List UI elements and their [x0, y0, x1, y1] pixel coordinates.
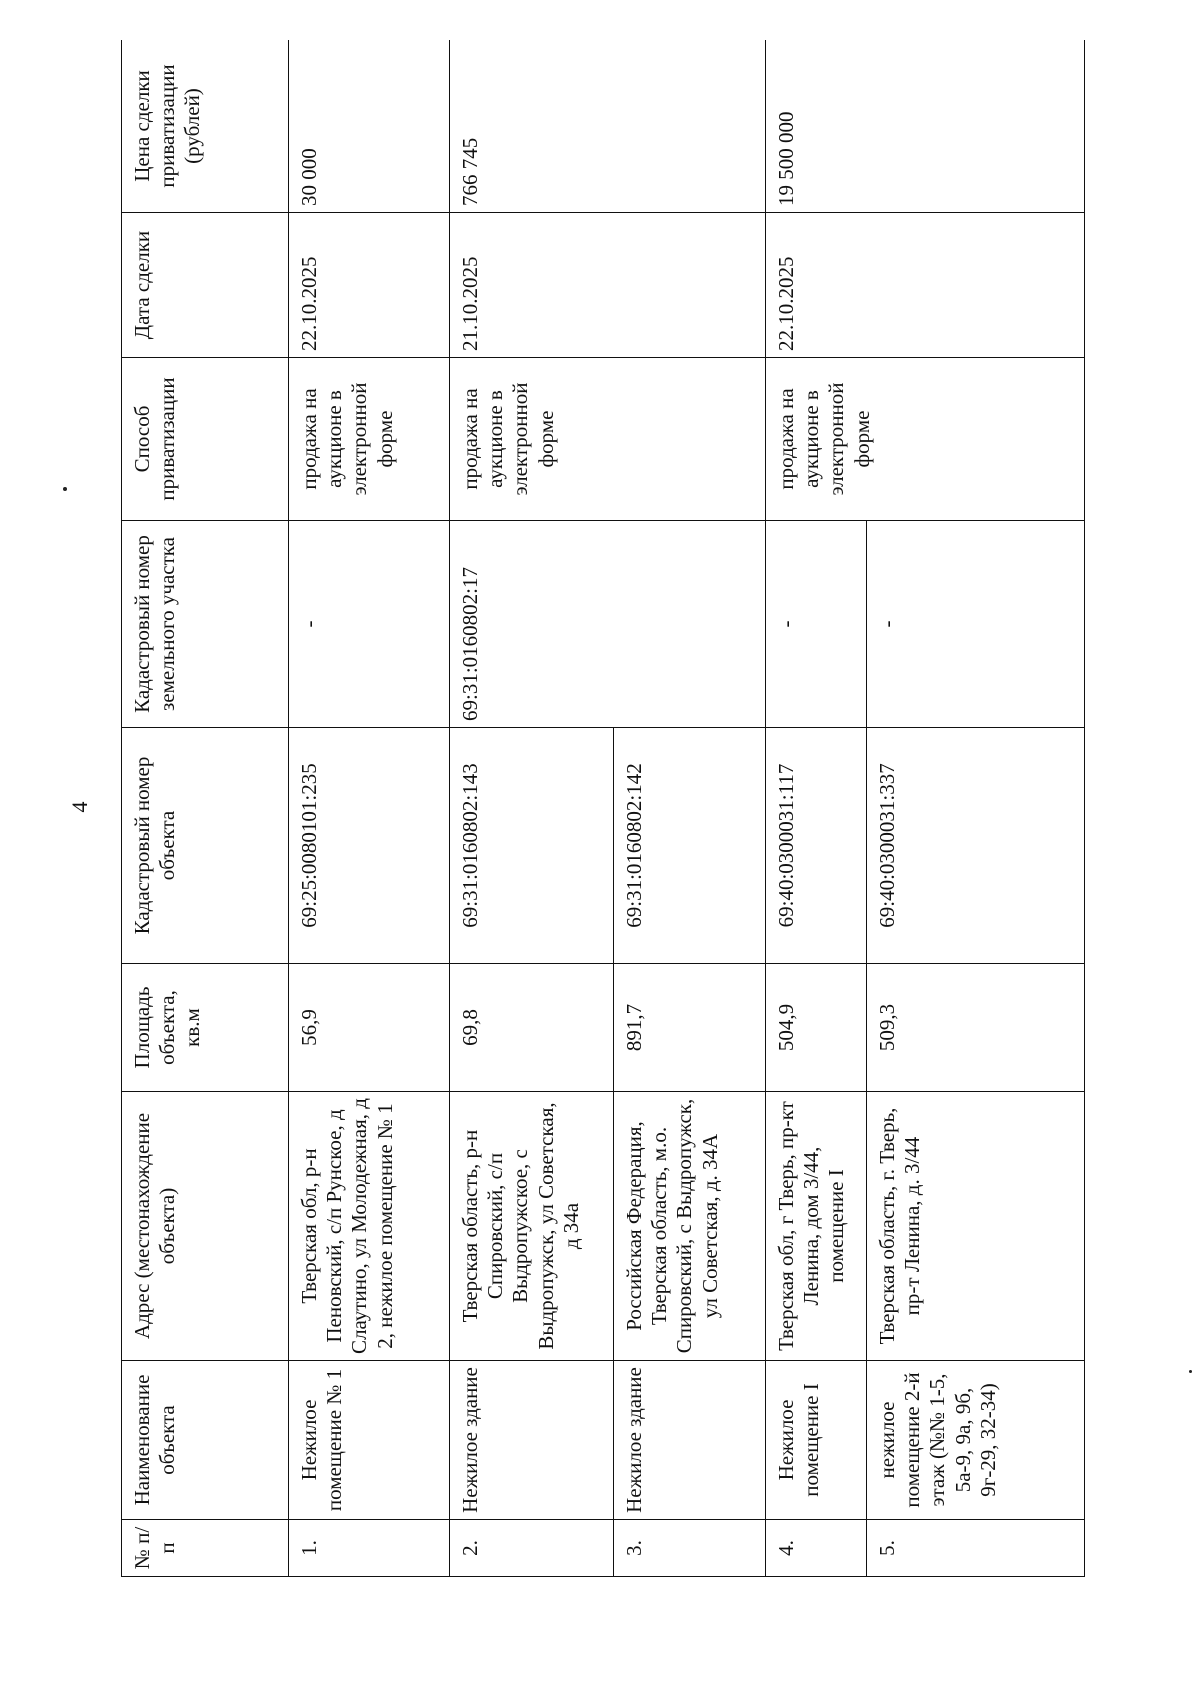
cell-cad-obj: 69:40:0300031:337	[867, 728, 1085, 964]
table-container	[121, 40, 1085, 1577]
header-area: Площадь объекта, кв.м	[122, 964, 289, 1092]
cell-num: 3.	[614, 1520, 766, 1577]
cell-date: 22.10.2025	[289, 213, 450, 358]
cell-address: Российская Федерация, Тверская область, м.о. Спировский, с Выдропужск, ул Советская, д. 34А	[614, 1092, 766, 1361]
table-row	[766, 40, 867, 1577]
cell-cad-land: -	[289, 521, 450, 728]
cell-method: продажа на аукционе в электронной форме	[289, 358, 450, 521]
cell-date: 22.10.2025	[766, 213, 1085, 358]
cell-num: 4.	[766, 1520, 867, 1577]
cell-cad-obj: 69:31:0160802:142	[614, 728, 766, 964]
cell-area: 509,3	[867, 964, 1085, 1092]
cell-num: 2.	[450, 1520, 614, 1577]
cell-price: 19 500 000	[766, 40, 1085, 213]
scan-speck	[63, 487, 67, 491]
cell-price: 30 000	[289, 40, 450, 213]
cell-name: Нежилое помещение I	[766, 1361, 867, 1520]
header-price: Цена сделки приватизации (рублей)	[122, 40, 289, 213]
cell-method: продажа на аукционе в электронной форме	[450, 358, 766, 521]
cell-cad-obj: 69:40:0300031:117	[766, 728, 867, 964]
cell-area: 69,8	[450, 964, 614, 1092]
cell-num: 1.	[289, 1520, 450, 1577]
cell-area: 891,7	[614, 964, 766, 1092]
cell-name: нежилое помещение 2-й этаж (№№ 1-5, 5а-9, 9а, 9б, 9г-29, 32-34)	[867, 1361, 1085, 1520]
cell-address: Тверская область, р-н Спировский, с/п Выдропужское, с Выдропужск, ул Советская, д 34а	[450, 1092, 614, 1361]
cell-date: 21.10.2025	[450, 213, 766, 358]
cell-area: 56,9	[289, 964, 450, 1092]
cell-cad-obj: 69:31:0160802:143	[450, 728, 614, 964]
cell-area: 504,9	[766, 964, 867, 1092]
cell-address: Тверская обл, р-н Пеновский, с/п Рунское, д Слаутино, ул Молодежная, д 2, нежилое помещение № 1	[289, 1092, 450, 1361]
header-date: Дата сделки	[122, 213, 289, 358]
table-row	[450, 40, 614, 1577]
table-row	[289, 40, 450, 1577]
privatization-table	[121, 40, 1085, 1577]
page-number: 4	[67, 801, 92, 813]
cell-cad-land: 69:31:0160802:17	[450, 521, 766, 728]
scan-speck	[1189, 1370, 1192, 1373]
cell-price: 766 745	[450, 40, 766, 213]
header-num: № п/п	[122, 1520, 289, 1577]
header-address: Адрес (местонахождение объекта)	[122, 1092, 289, 1361]
header-row	[122, 40, 289, 1577]
cell-name: Нежилое здание	[450, 1361, 614, 1520]
cell-name: Нежилое помещение № 1	[289, 1361, 450, 1520]
cell-cad-obj: 69:25:0080101:235	[289, 728, 450, 964]
cell-address: Тверская область, г. Тверь, пр-т Ленина, д. 3/44	[867, 1092, 1085, 1361]
header-cad-obj: Кадастровый номер объекта	[122, 728, 289, 964]
cell-address: Тверская обл, г Тверь, пр-кт Ленина, дом 3/44, помещение I	[766, 1092, 867, 1361]
header-cad-land: Кадастровый номер земельного участка	[122, 521, 289, 728]
cell-cad-land: -	[867, 521, 1085, 728]
header-method: Способ приватизации	[122, 358, 289, 521]
cell-cad-land: -	[766, 521, 867, 728]
cell-name: Нежилое здание	[614, 1361, 766, 1520]
header-name: Наименование объекта	[122, 1361, 289, 1520]
cell-num: 5.	[867, 1520, 1085, 1577]
cell-method: продажа на аукционе в электронной форме	[766, 358, 1085, 521]
